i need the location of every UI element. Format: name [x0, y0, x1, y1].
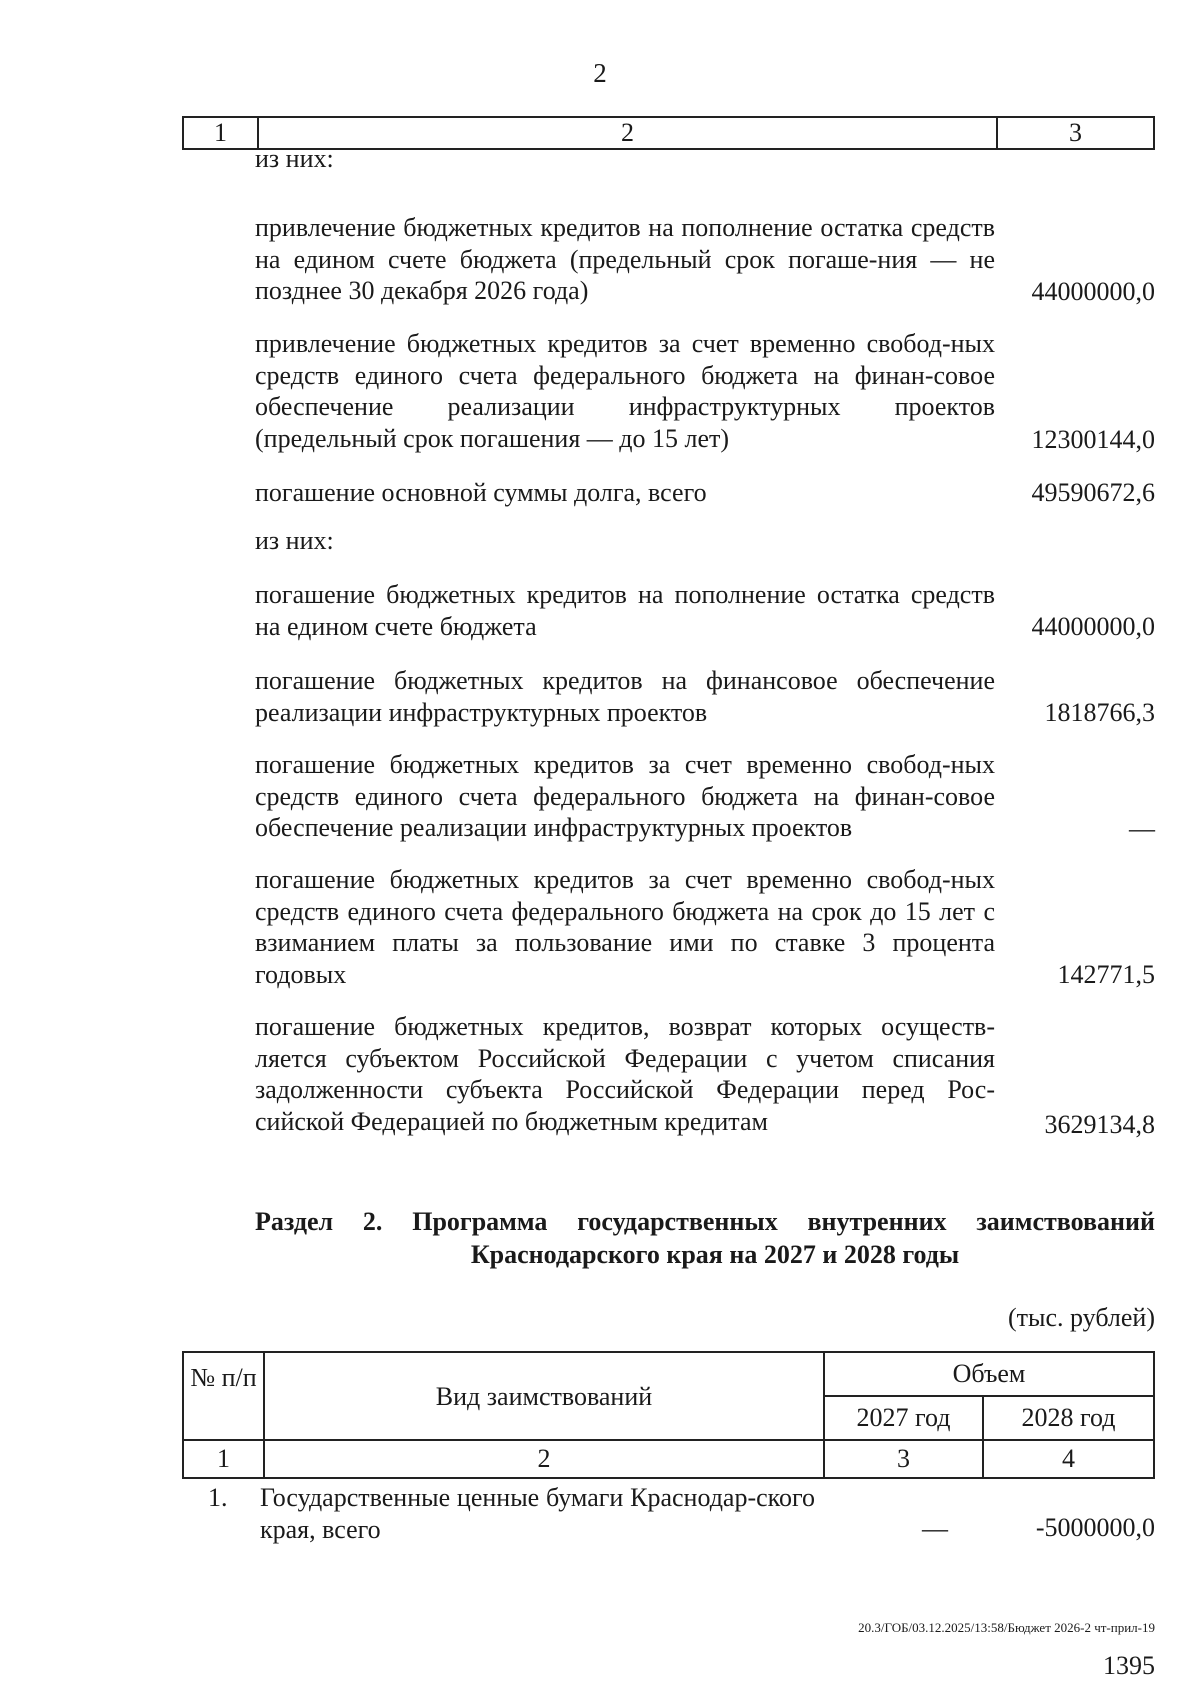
row-num-1: 1. — [208, 1483, 228, 1512]
item-value-5: 44000000,0 — [1031, 612, 1155, 641]
item-text-5: погашение бюджетных кредитов на пополнение остатка средств на едином счете бюджета — [255, 580, 995, 641]
sheet-number: 1395 — [1103, 1651, 1155, 1680]
header-kind: Вид заимствований — [265, 1353, 825, 1441]
item-text-3: погашение основной суммы долга, всего — [255, 478, 707, 507]
item-text-6: погашение бюджетных кредитов на финансовое обеспечение реализации инфраструктурных проектов — [255, 666, 995, 727]
section-title-line-2: Краснодарского края на 2027 и 2028 годы — [470, 1240, 960, 1269]
header-index-1: 1 — [184, 1441, 265, 1477]
item-value-3: 49590672,6 — [1031, 478, 1155, 507]
document-code: 20.3/ГОБ/03.12.2025/13:58/Бюджет 2026-2 чт-прил-19 — [858, 1620, 1155, 1635]
section-title-line-1: Раздел 2. Программа государственных внутренних заимствований — [255, 1207, 1155, 1236]
header-col-2: 2 — [259, 118, 998, 148]
item-value-7: — — [1129, 814, 1155, 843]
borrowings-table-header — [182, 1351, 1155, 1479]
item-value-8: 142771,5 — [1057, 960, 1155, 989]
page-number: 2 — [593, 58, 607, 88]
row-text-1: Государственные ценные бумаги Краснодар-ского края, всего — [260, 1483, 815, 1544]
header-index-4: 4 — [1062, 1444, 1075, 1473]
item-text-9: погашение бюджетных кредитов, возврат которых осуществ-ляется субъектом Российской Федерации с учетом списания задолженности субъекта Российской Федерации перед Рос-сийской Федерацией по бюджетным кредитам — [255, 1012, 995, 1136]
item-value-9: 3629134,8 — [1044, 1110, 1155, 1139]
item-text-0: из них: — [255, 144, 334, 173]
row-value-2027: — — [922, 1514, 948, 1543]
item-text-4: из них: — [255, 526, 334, 555]
row-value-2028: -5000000,0 — [1035, 1513, 1155, 1542]
header-num: № п/п — [184, 1353, 265, 1441]
item-value-6: 1818766,3 — [1044, 698, 1155, 727]
header-index-3: 3 — [825, 1441, 984, 1477]
item-text-8: погашение бюджетных кредитов за счет временно свобод-ных средств единого счета федерального бюджета на срок до 15 лет с взиманием платы за пользование ими по ставке 3 процента годовых — [255, 865, 995, 989]
unit-label: (тыс. рублей) — [1007, 1303, 1155, 1332]
header-col-1: 1 — [184, 118, 259, 148]
header-year-2027: 2027 год — [825, 1397, 984, 1441]
header-year-2028: 2028 год — [984, 1397, 1153, 1441]
item-text-7: погашение бюджетных кредитов за счет временно свобод-ных средств единого счета федерального бюджета на финан-совое обеспечение реализации инфраструктурных проектов — [255, 750, 995, 842]
header-col-3: 3 — [1069, 118, 1082, 147]
item-value-1: 44000000,0 — [1031, 277, 1155, 306]
item-value-2: 12300144,0 — [1031, 425, 1155, 454]
header-index-2: 2 — [265, 1441, 825, 1477]
section-title — [255, 1205, 1155, 1271]
item-text-1: привлечение бюджетных кредитов на пополнение остатка средств на едином счете бюджета (предельный срок погаше-ния — не позднее 30 декабря 2026 года) — [255, 213, 995, 305]
item-text-2: привлечение бюджетных кредитов за счет временно свобод-ных средств единого счета федерального бюджета на финан-совое обеспечение реализации инфраструктурных проектов (предельный срок погашения — до 15 лет) — [255, 329, 995, 453]
header-volume: Объем — [825, 1353, 1153, 1397]
